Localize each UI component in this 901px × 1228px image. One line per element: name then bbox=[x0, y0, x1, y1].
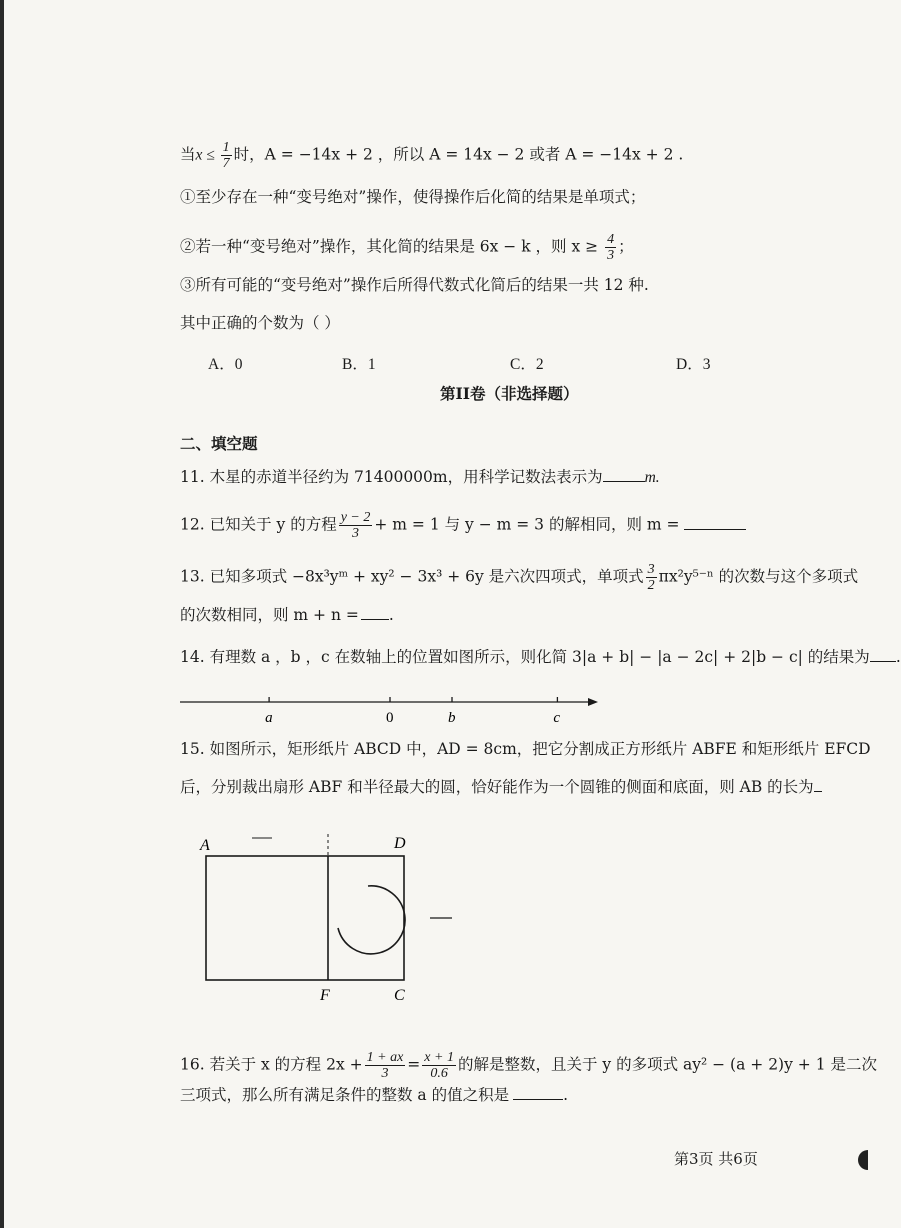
q10-choice-b: B．1 bbox=[342, 356, 376, 373]
q13-frac-num: 3 bbox=[647, 562, 655, 577]
scan-edge bbox=[0, 0, 4, 1228]
q10-cont-fraction bbox=[221, 140, 232, 171]
q13-frac-den: 2 bbox=[647, 578, 655, 593]
q10-cont-x: x ≤ bbox=[195, 146, 219, 164]
q11-text: 11. 木星的赤道半径约为 71400000m，用科学记数法表示为 bbox=[180, 468, 603, 486]
q12-prefix: 12. 已知关于 y 的方程 bbox=[180, 515, 337, 534]
q16-frac2-num: x + 1 bbox=[424, 1050, 454, 1065]
q10-choice-d: D．3 bbox=[676, 356, 711, 373]
label-a: A bbox=[200, 837, 210, 854]
q10-choice-c: C．2 bbox=[510, 356, 544, 373]
q10-stmt2-frac-den: 3 bbox=[607, 248, 615, 263]
q16-answer-blank bbox=[513, 1098, 563, 1100]
part-title: 二、填空题 bbox=[180, 434, 258, 453]
q16-line-2 bbox=[180, 1088, 568, 1104]
q13-line1-suffix: πx²y⁵⁻ⁿ 的次数与这个多项式 bbox=[658, 567, 859, 586]
q16-line-1 bbox=[180, 1050, 877, 1081]
q10-choice-a: A．0 bbox=[208, 356, 243, 373]
q10-stmt2-prefix: ②若一种“变号绝对”操作，其化简的结果是 6x − k ，则 x ≥ bbox=[180, 237, 604, 256]
q14-line bbox=[180, 650, 901, 666]
q10-cont-rest: 时，A = −14x + 2 ，所以 A = 14x − 2 或者 A = −14x + 2 . bbox=[233, 145, 684, 164]
q10-cont-prefix: 当 bbox=[180, 145, 196, 164]
q10-stmt2-suffix: ； bbox=[618, 237, 634, 256]
q10-cont-frac-den: 7 bbox=[222, 156, 230, 171]
q10-stmt2-fraction bbox=[605, 232, 616, 263]
q13-line2-text: 的次数相同，则 m + n = bbox=[180, 606, 359, 624]
q13-answer-blank bbox=[361, 618, 389, 620]
q12-answer-blank bbox=[684, 528, 746, 530]
q11-answer-blank bbox=[603, 480, 645, 482]
q14-answer-blank bbox=[870, 660, 896, 662]
q13-line2-suffix: . bbox=[388, 606, 394, 624]
q16-fraction-2 bbox=[422, 1050, 456, 1081]
q15-line-2 bbox=[180, 780, 822, 796]
q16-frac1-num: 1 + ax bbox=[366, 1050, 404, 1065]
q10-statement-3: ③所有可能的“变号绝对”操作后所得代数式化简后的结果一共 12 种. bbox=[180, 276, 649, 294]
q14-suffix: . bbox=[895, 648, 901, 666]
q13-fraction bbox=[646, 562, 657, 593]
q16-fraction-1 bbox=[365, 1050, 406, 1081]
q10-question: 其中正确的个数为（ ） bbox=[180, 314, 340, 332]
inscribed-circle-arc bbox=[338, 886, 405, 954]
label-c: C bbox=[394, 987, 405, 1004]
q13-line-2 bbox=[180, 608, 394, 624]
q16-prefix: 16. 若关于 x 的方程 2x + bbox=[180, 1055, 363, 1074]
q10-statement-1: ①至少存在一种“变号绝对”操作，使得操作后化简的结果是单项式； bbox=[180, 188, 646, 206]
number-line-label-a: a bbox=[265, 710, 273, 726]
q10-stmt2-frac-num: 4 bbox=[607, 232, 615, 247]
q16-frac2-den: 0.6 bbox=[430, 1066, 448, 1081]
q16-middle: 的解是整数，且关于 y 的多项式 ay² − (a + 2)y + 1 是二次 bbox=[457, 1055, 877, 1074]
rectangle-abcd bbox=[206, 856, 404, 980]
q10-condition-line bbox=[180, 140, 683, 171]
q13-line-1 bbox=[180, 562, 858, 593]
q15-line2-text: 后，分别裁出扇形 ABF 和半径最大的圆，恰好能作为一个圆锥的侧面和底面，则 AB 的长为 bbox=[180, 778, 814, 796]
q16-line2-text: 三项式，那么所有满足条件的整数 a 的值之积是 bbox=[180, 1086, 510, 1104]
number-line-label-c: c bbox=[553, 710, 561, 726]
q14-text: 14. 有理数 a ，b ，c 在数轴上的位置如图所示，则化简 3|a + b| − |a − 2c| + 2|b − c| 的结果为 bbox=[180, 648, 870, 666]
q15-answer-blank-start bbox=[814, 790, 822, 792]
q11-line bbox=[180, 470, 660, 486]
q13-line1-prefix: 13. 已知多项式 −8x³yᵐ + xy² − 3x³ + 6y 是六次四项式，单项式 bbox=[180, 567, 644, 586]
label-f: F bbox=[320, 987, 330, 1004]
q15-line-1: 15. 如图所示，矩形纸片 ABCD 中，AD = 8cm，把它分割成正方形纸片 ABFE 和矩形纸片 EFCD bbox=[180, 740, 871, 758]
q12-frac-den: 3 bbox=[352, 526, 360, 541]
number-line-label-b: b bbox=[448, 710, 456, 726]
section-title: 第II卷（非选择题） bbox=[440, 384, 579, 403]
q12-middle: + m = 1 与 y − m = 3 的解相同，则 m = bbox=[374, 515, 680, 534]
scan-edge-mark bbox=[858, 1150, 868, 1170]
label-d: D bbox=[394, 835, 406, 852]
number-line-arrow bbox=[588, 698, 598, 706]
q12-line bbox=[180, 510, 746, 541]
q10-statement-2 bbox=[180, 232, 634, 263]
number-line-label-0: 0 bbox=[386, 710, 394, 726]
q16-line2-suffix: . bbox=[563, 1086, 569, 1104]
q12-fraction bbox=[339, 510, 373, 541]
number-line bbox=[170, 690, 610, 730]
q16-frac1-den: 3 bbox=[381, 1066, 389, 1081]
rectangle-figure bbox=[190, 826, 480, 1006]
q16-equals: = bbox=[407, 1055, 421, 1074]
page-footer: 第3页 共6页 bbox=[674, 1150, 758, 1168]
q11-suffix: m. bbox=[644, 469, 660, 486]
q12-frac-num: y − 2 bbox=[340, 510, 371, 525]
q10-cont-frac-num: 1 bbox=[222, 140, 230, 155]
